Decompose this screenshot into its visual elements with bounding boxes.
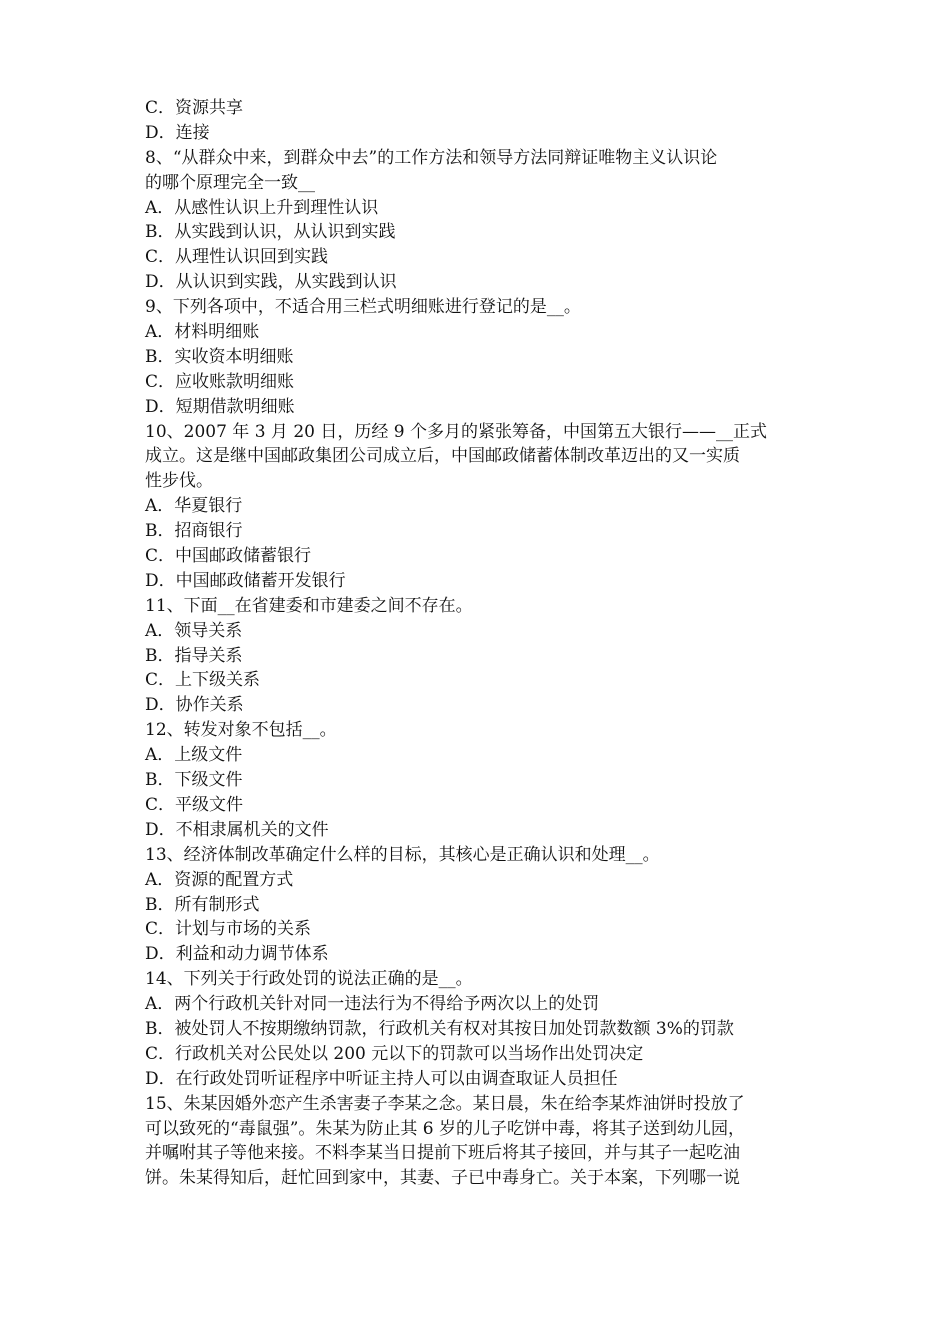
question-13: 13、经济体制改革确定什么样的目标，其核心是正确认识和处理__。 <box>145 844 660 865</box>
option-b-q14: B．被处罚人不按期缴纳罚款，行政机关有权对其按日加处罚款数额 3%的罚款 <box>145 1018 734 1039</box>
option-d-q8: D．从认识到实践，从实践到认识 <box>145 272 397 293</box>
option-d-q13: D．利益和动力调节体系 <box>145 944 329 965</box>
option-b-q8: B．从实践到认识，从认识到实践 <box>145 222 396 243</box>
option-c-q13: C．计划与市场的关系 <box>145 919 312 940</box>
option-d-q9: D．短期借款明细账 <box>145 396 295 417</box>
question-10-line-1: 10、2007 年 3 月 20 日，历经 9 个多月的紧张筹备，中国第五大银行——__正式 <box>145 421 767 442</box>
question-8-line-1: 8、“从群众中来，到群众中去”的工作方法和领导方法同辩证唯物主义认识论 <box>145 147 718 168</box>
option-d-q7: D．连接 <box>145 122 210 143</box>
option-c-q9: C．应收账款明细账 <box>145 371 295 392</box>
question-15-line-4: 饼。朱某得知后，赶忙回到家中，其妻、子已中毒身亡。关于本案，下列哪一说 <box>145 1168 740 1189</box>
document-page <box>145 96 825 1191</box>
option-a-q14: A．两个行政机关针对同一违法行为不得给予两次以上的处罚 <box>145 994 600 1015</box>
question-8-line-2: 的哪个原理完全一致__ <box>145 172 315 193</box>
option-d-q14: D．在行政处罚听证程序中听证主持人可以由调查取证人员担任 <box>145 1068 618 1089</box>
option-a-q10: A．华夏银行 <box>145 496 243 517</box>
question-15-line-2: 可以致死的“毒鼠强”。朱某为防止其 6 岁的儿子吃饼中毒，将其子送到幼儿园， <box>145 1118 746 1139</box>
option-b-q9: B．实收资本明细账 <box>145 346 294 367</box>
option-c-q7: C．资源共享 <box>145 98 244 118</box>
option-a-q11: A．领导关系 <box>145 620 243 641</box>
option-b-q13: B．所有制形式 <box>145 894 260 915</box>
question-14: 14、下列关于行政处罚的说法正确的是__。 <box>145 969 473 990</box>
option-c-q12: C．平级文件 <box>145 794 244 815</box>
option-a-q8: A．从感性认识上升到理性认识 <box>145 197 379 218</box>
option-d-q10: D．中国邮政储蓄开发银行 <box>145 570 346 591</box>
option-a-q9: A．材料明细账 <box>145 322 260 343</box>
option-b-q10: B．招商银行 <box>145 521 243 542</box>
option-c-q14: C．行政机关对公民处以 200 元以下的罚款可以当场作出处罚决定 <box>145 1043 644 1064</box>
question-15-line-1: 15、朱某因婚外恋产生杀害妻子李某之念。某日晨，朱在给李某炸油饼时投放了 <box>145 1093 745 1114</box>
option-a-q12: A．上级文件 <box>145 745 243 766</box>
option-b-q11: B．指导关系 <box>145 645 243 666</box>
option-c-q10: C．中国邮政储蓄银行 <box>145 546 312 567</box>
question-9: 9、下列各项中，不适合用三栏式明细账进行登记的是__。 <box>145 297 581 318</box>
option-b-q12: B．下级文件 <box>145 770 243 791</box>
question-10-line-2: 成立。这是继中国邮政集团公司成立后，中国邮政储蓄体制改革迈出的又一实质 <box>145 446 740 467</box>
option-c-q8: C．从理性认识回到实践 <box>145 247 329 268</box>
option-d-q11: D．协作关系 <box>145 695 244 716</box>
question-12: 12、转发对象不包括__。 <box>145 720 337 741</box>
option-c-q11: C．上下级关系 <box>145 670 261 691</box>
question-10-line-3: 性步伐。 <box>145 471 213 492</box>
question-11: 11、下面__在省建委和市建委之间不存在。 <box>145 595 473 616</box>
option-d-q12: D．不相隶属机关的文件 <box>145 819 329 840</box>
option-a-q13: A．资源的配置方式 <box>145 869 294 890</box>
question-15-line-3: 并嘱咐其子等他来接。不料李某当日提前下班后将其子接回，并与其子一起吃油 <box>145 1143 740 1164</box>
